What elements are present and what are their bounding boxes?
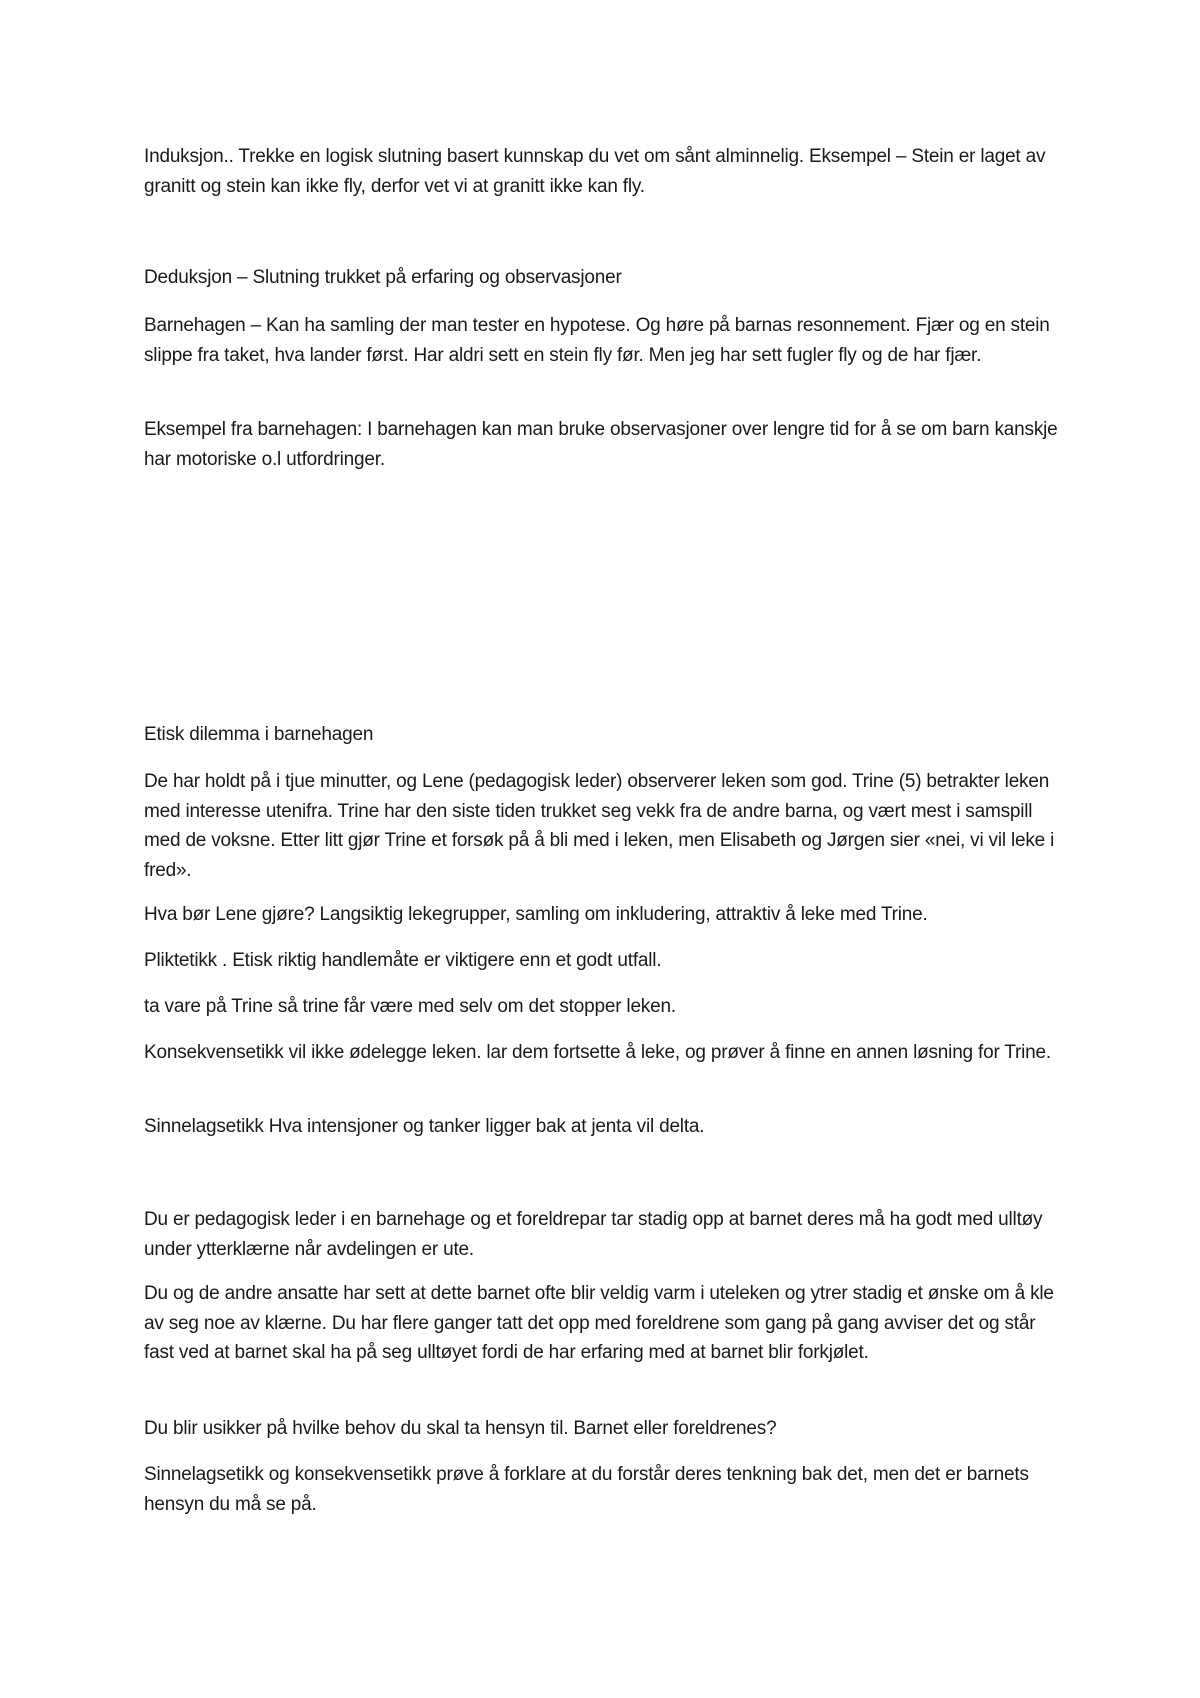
paragraph-case-ulltoy: Du er pedagogisk leder i en barnehage og et foreldrepar tar stadig opp at barnet deres må ha godt med ulltøy under ytterklærne når avdelingen er ute.	[144, 1209, 1043, 1260]
paragraph-case-trine: De har holdt på i tjue minutter, og Lene (pedagogisk leder) observerer leken som god. Trine (5) betrakter leken med interesse utenifra. Trine har den siste tiden trukket seg vekk fra de andre barna, og vært mest i samspill med de voksne. Etter litt gjør Trine et forsøk på å bli med i leken, men Elisabeth og Jørgen sier «nei, vi vil leke i fred».	[144, 771, 1055, 881]
paragraph-konsekvensetikk: Konsekvensetikk vil ikke ødelegge leken. lar dem fortsette å leke, og prøver å finne en annen løsning for Trine.	[144, 1042, 1051, 1063]
paragraph-sinnelag-konsekvens: Sinnelagsetikk og konsekvensetikk prøve å forklare at du forstår deres tenkning bak det, men det er barnets hensyn du må se på.	[144, 1464, 1029, 1515]
paragraph-eksempel-barnehagen: Eksempel fra barnehagen: I barnehagen kan man bruke observasjoner over lengre tid for å se om barn kanskje har motoriske o.l utfordringer.	[144, 419, 1058, 470]
paragraph-sinnelagsetikk: Sinnelagsetikk Hva intensjoner og tanker ligger bak at jenta vil delta.	[144, 1116, 705, 1137]
paragraph-pliktetikk: Pliktetikk . Etisk riktig handlemåte er viktigere enn et godt utfall.	[144, 950, 662, 971]
paragraph-ta-vare-pa-trine: ta vare på Trine så trine får være med selv om det stopper leken.	[144, 996, 676, 1017]
paragraph-induksjon: Induksjon.. Trekke en logisk slutning basert kunnskap du vet om sånt alminnelig. Eksempel – Stein er laget av granitt og stein kan ikke fly, derfor vet vi at granitt ikke kan fly.	[144, 146, 1046, 197]
paragraph-barnehagen-hypotese: Barnehagen – Kan ha samling der man tester en hypotese. Og høre på barnas resonnement. Fjær og en stein slippe fra taket, hva lander først. Har aldri sett en stein fly før. Men jeg har sett fugler fly og de har fjær.	[144, 315, 1050, 366]
paragraph-deduksjon: Deduksjon – Slutning trukket på erfaring og observasjoner	[144, 267, 622, 288]
heading-etisk-dilemma: Etisk dilemma i barnehagen	[144, 724, 374, 745]
paragraph-usikker-behov: Du blir usikker på hvilke behov du skal ta hensyn til. Barnet eller foreldrenes?	[144, 1418, 777, 1439]
paragraph-hva-bor-lene: Hva bør Lene gjøre? Langsiktig lekegrupper, samling om inkludering, attraktiv å leke med Trine.	[144, 904, 928, 925]
paragraph-ansatte-observasjon: Du og de andre ansatte har sett at dette barnet ofte blir veldig varm i uteleken og ytrer stadig et ønske om å kle av seg noe av klærne. Du har flere ganger tatt det opp med foreldrene som gang på gang avviser det og står fast ved at barnet skal ha på seg ulltøyet fordi de har erfaring med at barnet blir forkjølet.	[144, 1283, 1054, 1363]
